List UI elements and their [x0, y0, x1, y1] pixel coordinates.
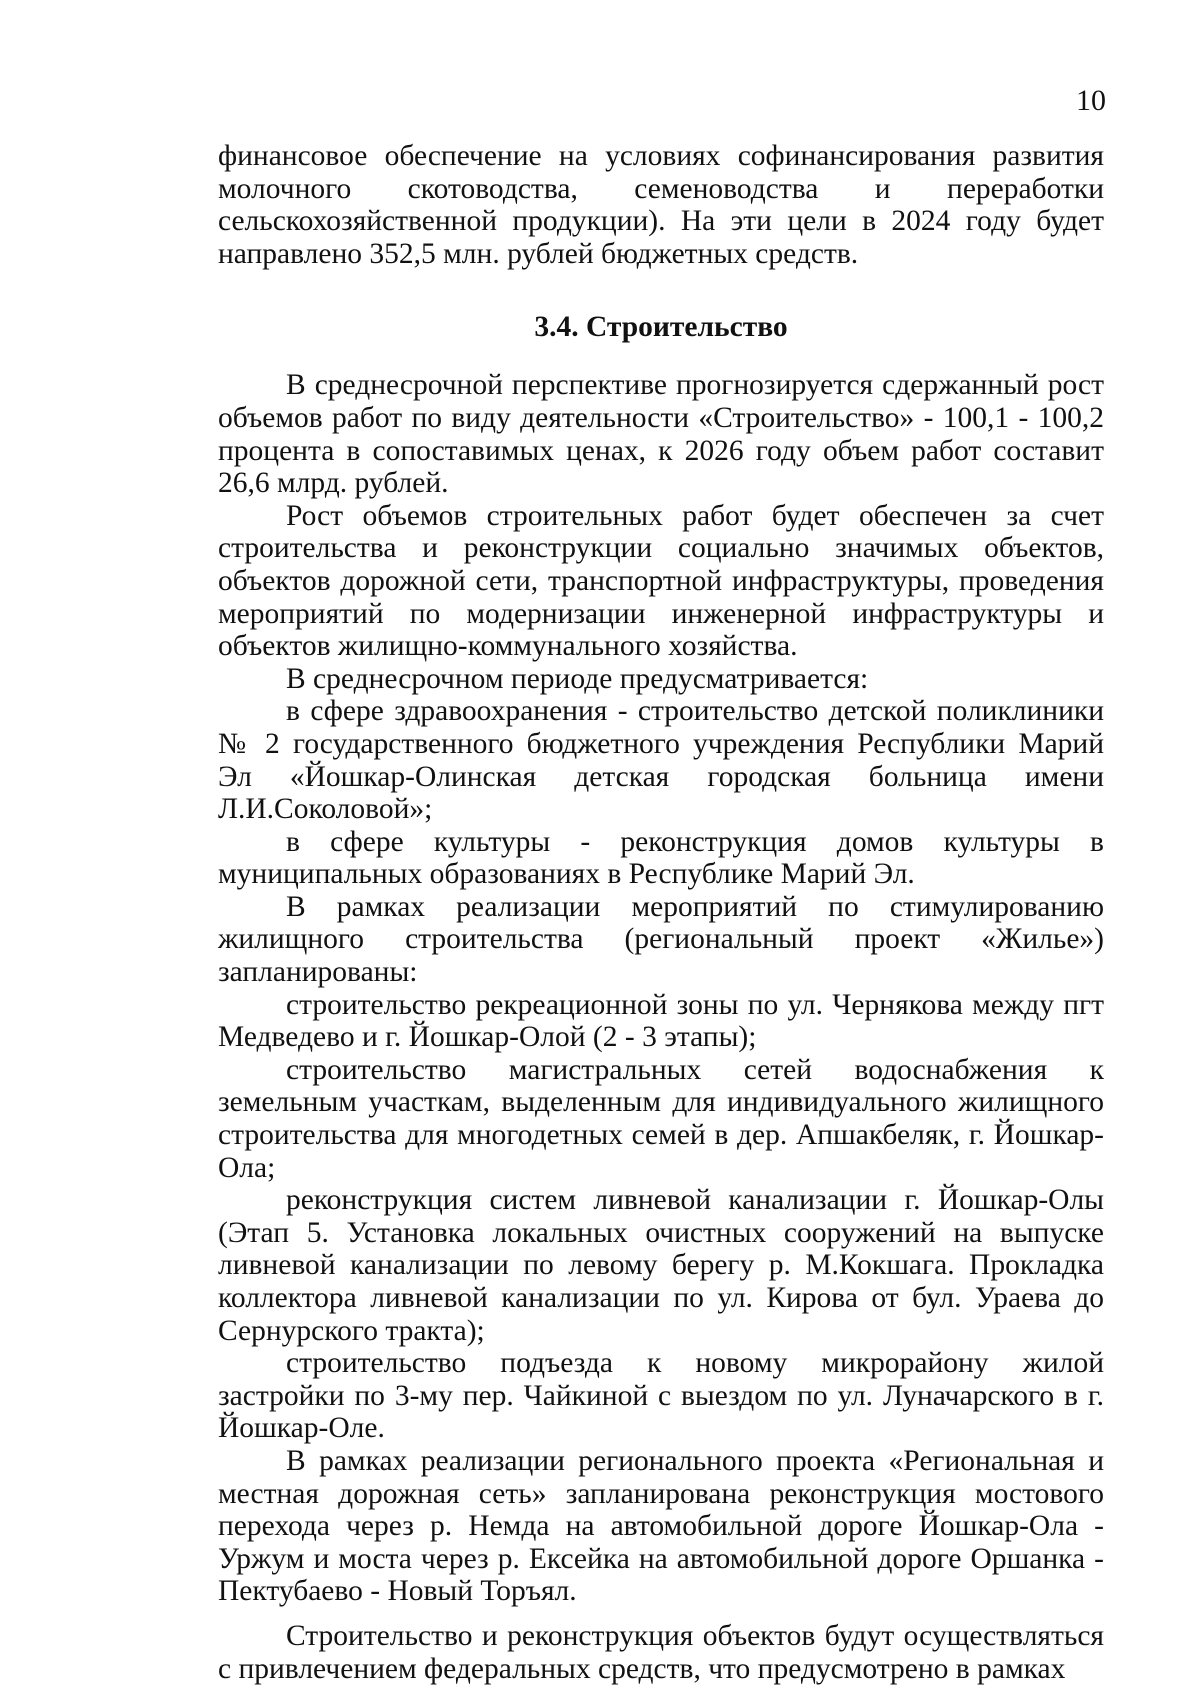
- paragraph-continuation: финансовое обеспечение на условиях софинансирования развития молочного скотоводства, семеноводства и переработки сельскохозяйственной продукции). На эти цели в 2024 году будет направлено 352,5 млн. рублей бюджетных средств.: [218, 140, 1104, 270]
- paragraph: реконструкция систем ливневой канализации г. Йошкар-Олы (Этап 5. Установка локальных очистных сооружений на выпуске ливневой канализации по левому берегу р. М.Кокшага. Прокладка коллектора ливневой канализации по ул. Кирова от бул. Ураева до Сернурского тракта);: [218, 1184, 1104, 1347]
- paragraph: строительство подъезда к новому микрорайону жилой застройки по 3-му пер. Чайкиной с выездом по ул. Луначарского в г. Йошкар-Оле.: [218, 1347, 1104, 1445]
- paragraph: В рамках реализации мероприятий по стимулированию жилищного строительства (региональный проект «Жилье») запланированы:: [218, 890, 1104, 989]
- paragraph: В среднесрочном периоде предусматривается:: [286, 662, 869, 695]
- paragraph: в сфере культуры - реконструкция домов культуры в муниципальных образованиях в Республике Марий Эл.: [218, 825, 1104, 891]
- paragraph: строительство магистральных сетей водоснабжения к земельным участкам, выделенным для индивидуального жилищного строительства для многодетных семей в дер. Апшакбеляк, г. Йошкар-Ола;: [218, 1053, 1104, 1184]
- paragraph: Рост объемов строительных работ будет обеспечен за счет строительства и реконструкции социально значимых объектов, объектов дорожной сети, транспортной инфраструктуры, проведения мероприятий по модернизации инженерной инфраструктуры и объектов жилищно-коммунального хозяйства.: [218, 499, 1104, 663]
- paragraph: в сфере здравоохранения - строительство детской поликлиники № 2 государственного бюджетного учреждения Республики Марий Эл «Йошкар-Олинская детская городская больница имени Л.И.Соколовой»;: [218, 695, 1104, 826]
- document-body: [218, 140, 1104, 1685]
- page-number: 10: [1076, 84, 1106, 117]
- section-heading: 3.4. Строительство: [534, 311, 788, 344]
- paragraph: В рамках реализации регионального проекта «Региональная и местная дорожная сеть» запланирована реконструкция мостового перехода через р. Немда на автомобильной дороге Йошкар-Ола - Уржум и моста через р. Ексейка на автомобильной дороге Оршанка - Пектубаево - Новый Торъял.: [218, 1444, 1104, 1608]
- paragraph: строительство рекреационной зоны по ул. Чернякова между пгт Медведево и г. Йошкар-Олой (2 - 3 этапы);: [218, 988, 1104, 1054]
- paragraph: В среднесрочной перспективе прогнозируется сдержанный рост объемов работ по виду деятельности «Строительство» - 100,1 - 100,2 процента в сопоставимых ценах, к 2026 году объем работ составит 26,6 млрд. рублей.: [218, 369, 1104, 500]
- paragraph: Строительство и реконструкция объектов будут осуществляться с привлечением федеральных средств, что предусмотрено в рамках: [218, 1619, 1104, 1685]
